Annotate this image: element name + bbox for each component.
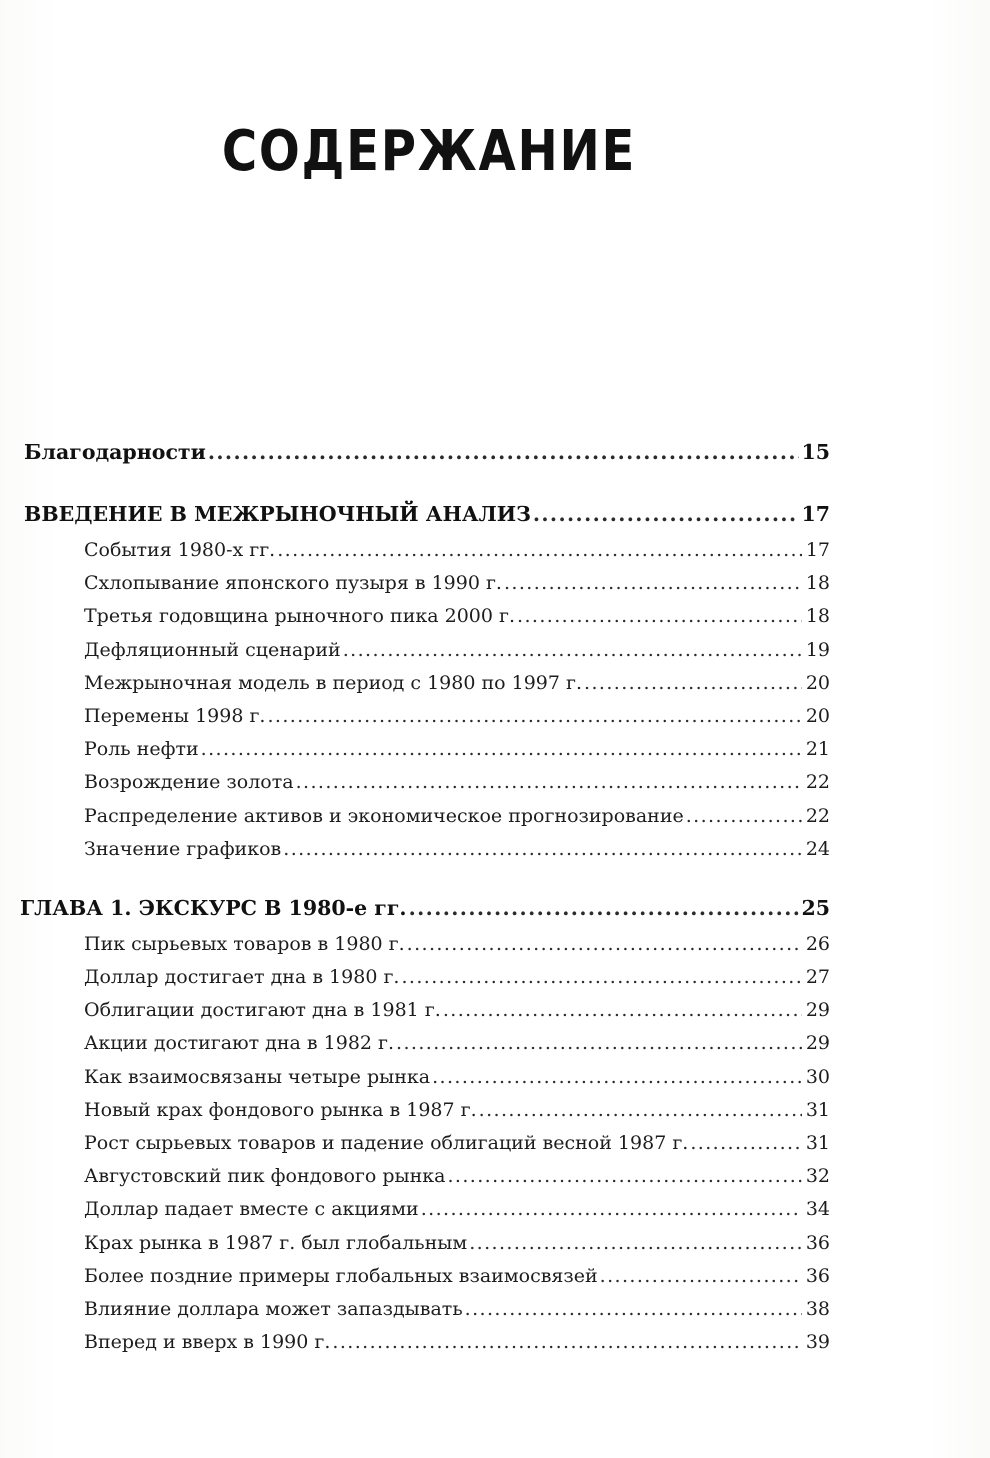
- dot-leader: [332, 1326, 802, 1359]
- toc-page-number: 32: [805, 1165, 830, 1188]
- toc-entry: [24, 667, 830, 700]
- dot-leader: [343, 634, 802, 667]
- toc-entry-label: Схлопывание японского пузыря в 1990 г.: [84, 572, 502, 595]
- toc-entry: [24, 600, 830, 633]
- dot-leader: [690, 1127, 802, 1160]
- toc-page-number: 38: [805, 1297, 830, 1320]
- toc-entry-label: Перемены 1998 г.: [84, 704, 266, 727]
- toc-page-number: 36: [805, 1264, 830, 1287]
- toc-page-number: 34: [805, 1198, 830, 1221]
- toc-entry: [24, 766, 830, 799]
- toc-page-number: 15: [801, 440, 830, 464]
- toc-entry-label: Новый крах фондового рынка в 1987 г.: [84, 1098, 477, 1121]
- toc-entry-label: Возрождение золота: [84, 771, 294, 794]
- toc-heading-label: ВВЕДЕНИЕ В МЕЖРЫНОЧНЫЙ АНАЛИЗ: [24, 502, 531, 526]
- toc-entry: [24, 994, 830, 1027]
- dot-leader: [296, 766, 802, 799]
- toc-page-number: 18: [805, 605, 830, 628]
- toc-page-number: 29: [805, 999, 830, 1022]
- toc-page-number: 31: [805, 1132, 830, 1154]
- toc-page-number: 17: [805, 539, 830, 561]
- toc-page-number: 22: [805, 804, 830, 827]
- toc-entry: [24, 928, 830, 961]
- toc-entry: [24, 961, 830, 994]
- toc-entry-label: Августовский пик фондового рынка: [84, 1165, 446, 1188]
- toc-entry: [24, 1293, 830, 1326]
- toc-page-number: 36: [805, 1231, 830, 1254]
- toc-page-number: 24: [805, 837, 830, 860]
- toc-entry: [24, 1027, 830, 1060]
- dot-leader: [201, 733, 802, 766]
- toc-entry-label: Как взаимосвязаны четыре рынка: [84, 1065, 431, 1088]
- toc-entry: [24, 833, 830, 866]
- toc-entry: [24, 1061, 830, 1094]
- toc-entry-label: Акции достигают дна в 1982 г.: [84, 1032, 395, 1055]
- toc-entry-label: Доллар достигает дна в 1980 г.: [84, 966, 400, 989]
- dot-leader: [277, 534, 802, 567]
- toc-page-number: 30: [805, 1065, 830, 1088]
- toc-entry-label: Распределение активов и экономическое прогнозирование: [84, 804, 684, 827]
- toc-section-chapter-1: [20, 888, 830, 1359]
- toc-entry-label: Более поздние примеры глобальных взаимосвязей: [84, 1264, 598, 1287]
- dot-leader: [401, 961, 802, 994]
- toc-page-number: 39: [805, 1331, 830, 1354]
- dot-leader: [283, 833, 802, 866]
- toc-page-number: 29: [805, 1032, 830, 1055]
- toc-entry-label: Вперед и вверх в 1990 г.: [84, 1331, 331, 1354]
- toc-section-introduction: [24, 494, 830, 866]
- dot-leader: [465, 1293, 802, 1326]
- toc-page-number: 18: [805, 572, 830, 595]
- toc-page-number: 26: [805, 932, 830, 955]
- toc-page-number: 27: [805, 966, 830, 989]
- toc-heading-label: Благодарности: [24, 440, 206, 464]
- dot-leader: [447, 1160, 802, 1193]
- dot-leader: [409, 888, 800, 928]
- toc-entry: [24, 567, 830, 600]
- toc-entry-label: Облигации достигают дна в 1981 г.: [84, 999, 441, 1022]
- toc-entry: [24, 1193, 830, 1226]
- dot-leader: [504, 567, 802, 600]
- toc-entry-label: Роль нефти: [84, 738, 199, 761]
- toc-entry: [24, 733, 830, 766]
- toc-entry-label: Третья годовщина рыночного пика 2000 г.: [84, 605, 515, 628]
- toc-heading: [20, 888, 830, 928]
- toc-entry-label: Пик сырьевых товаров в 1980 г.: [84, 932, 405, 955]
- toc-page-number: 17: [801, 502, 830, 526]
- toc-entry: [24, 1326, 830, 1359]
- toc-entry-label: Доллар падает вместе с акциями: [84, 1198, 419, 1221]
- dot-leader: [396, 1027, 802, 1060]
- dot-leader: [469, 1227, 802, 1260]
- toc-entry: [24, 634, 830, 667]
- toc-page-number: 20: [805, 704, 830, 727]
- toc-entry-label: Межрыночная модель в период с 1980 по 1997 г.: [84, 671, 583, 694]
- toc-page-number: 31: [805, 1098, 830, 1121]
- dot-leader: [432, 1061, 802, 1094]
- toc-page-number: 22: [805, 771, 830, 794]
- toc-entry: [24, 1094, 830, 1127]
- toc-heading: [24, 494, 830, 534]
- dot-leader: [517, 600, 802, 633]
- toc-entry: [24, 1227, 830, 1260]
- dot-leader: [600, 1260, 802, 1293]
- dot-leader: [421, 1193, 802, 1226]
- dot-leader: [533, 494, 800, 534]
- toc-entry-label: Значение графиков: [84, 837, 282, 860]
- toc-entry-label: Крах рынка в 1987 г. был глобальным: [84, 1231, 468, 1254]
- toc-page-number: 20: [805, 671, 830, 694]
- toc-entry: [24, 1160, 830, 1193]
- toc-section-acknowledgements: [24, 432, 830, 472]
- dot-leader: [584, 667, 802, 700]
- toc-page-number: 19: [805, 638, 830, 661]
- toc-entry-label: События 1980-х гг.: [84, 539, 276, 561]
- toc-entry-label: Рост сырьевых товаров и падение облигаций весной 1987 г.: [84, 1132, 689, 1154]
- toc-entry: [24, 534, 830, 567]
- toc-entry: [24, 800, 830, 833]
- toc-entry: [24, 700, 830, 733]
- dot-leader: [443, 994, 802, 1027]
- toc-heading: [24, 432, 830, 472]
- toc-entry: [24, 1127, 830, 1160]
- dot-leader: [479, 1094, 802, 1127]
- dot-leader: [686, 800, 802, 833]
- dot-leader: [407, 928, 802, 961]
- dot-leader: [267, 700, 802, 733]
- toc-page-number: 21: [805, 738, 830, 761]
- page-title: СОДЕРЖАНИЕ: [221, 119, 637, 184]
- table-of-contents: [20, 432, 830, 1359]
- toc-page-number: 25: [801, 895, 830, 920]
- toc-entry: [24, 1260, 830, 1293]
- toc-entry-label: Влияние доллара может запаздывать: [84, 1297, 463, 1320]
- toc-heading-label: ГЛАВА 1. ЭКСКУРС В 1980-е гг.: [20, 895, 407, 920]
- dot-leader: [208, 432, 800, 472]
- toc-entry-label: Дефляционный сценарий: [84, 638, 341, 661]
